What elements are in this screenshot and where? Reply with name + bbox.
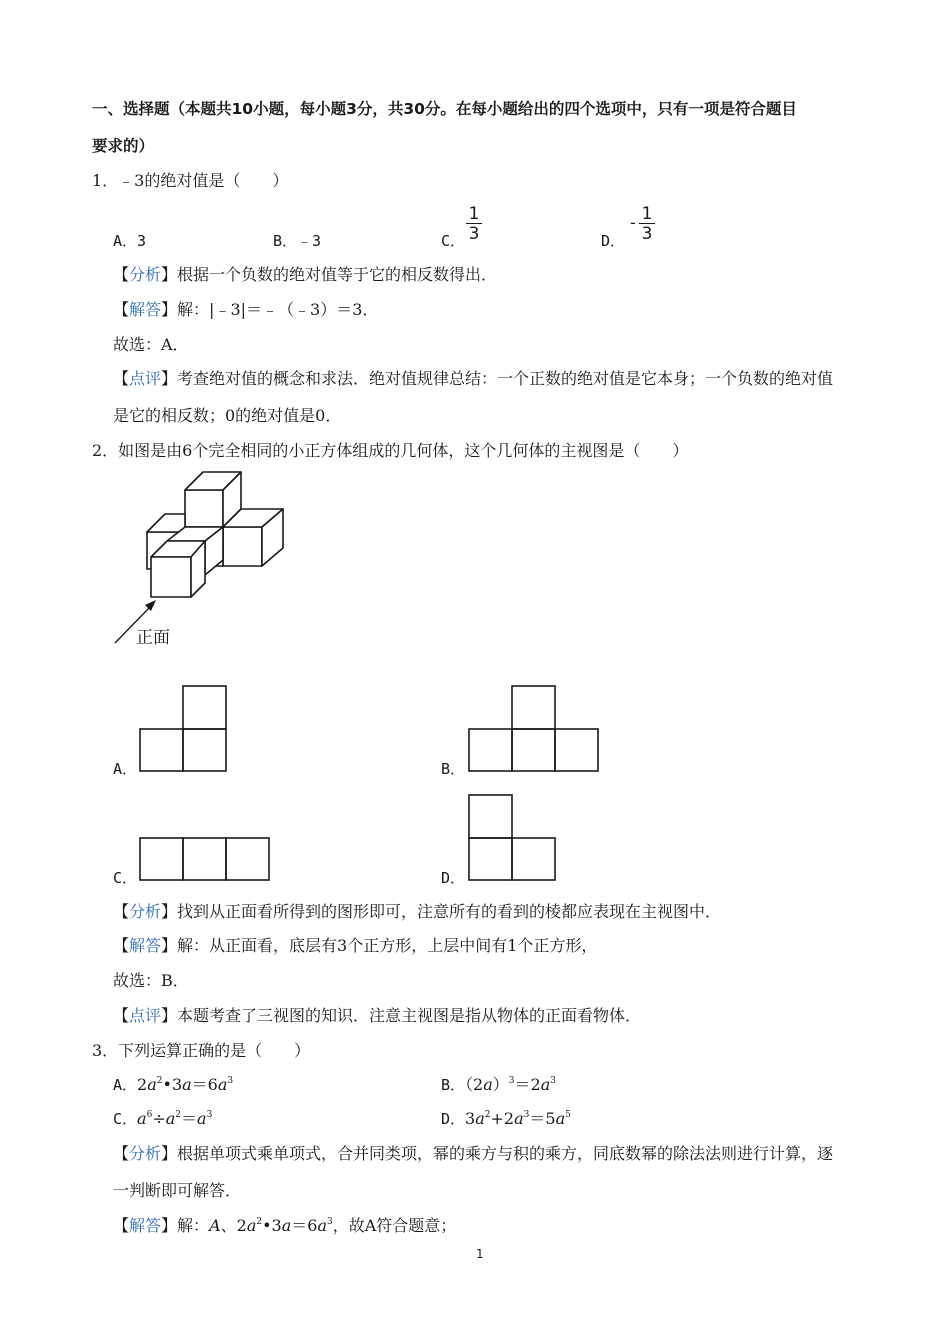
q3-option-a: A．$2a^2•3a=6a^3$ <box>113 1075 234 1094</box>
view-a-top <box>183 686 226 729</box>
view-c-center <box>183 838 226 880</box>
q1-answer-text: 解：|﹣3|＝﹣（﹣3）＝3． <box>177 300 379 319</box>
comment-tag: 【点评】 <box>113 1006 178 1025</box>
q2-option-c: C． <box>113 869 138 887</box>
q3-analysis <box>113 1143 833 1165</box>
analysis-tag: 【分析】 <box>113 265 178 284</box>
view-a-bottom-right <box>183 729 226 771</box>
q2-analysis <box>113 901 721 923</box>
view-a-bottom-left <box>140 729 183 771</box>
q1-option-c-numerator: 1 <box>468 204 480 224</box>
q2-front-label: 正面 <box>136 628 170 648</box>
view-b-top <box>512 686 555 729</box>
q2-option-b: B． <box>441 760 466 778</box>
q3-option-c: C．$a^6\div a^2=a^3$ <box>113 1109 213 1128</box>
page-number: 1 <box>476 1247 484 1261</box>
section-title-line2: 要求的） <box>92 137 155 155</box>
section-title-line1: 一、选择题（本题共10小题，每小题3分，共30分。在每小题给出的四个选项中，只有一项是符合题目 <box>92 100 797 118</box>
view-c-left <box>140 838 183 880</box>
q2-answer <box>113 935 597 957</box>
answer-tag: 【解答】 <box>113 1216 178 1235</box>
q3-stem: 3．下列运算正确的是（ ） <box>92 1041 311 1060</box>
q2-option-d: D． <box>441 869 466 887</box>
q1-option-d-denominator: 3 <box>639 223 655 243</box>
answer-tag: 【解答】 <box>113 936 178 955</box>
q1-option-d-label: D． <box>601 232 626 250</box>
q2-answer-text: 解：从正面看，底层有3个正方形，上层中间有1个正方形， <box>177 936 598 955</box>
q1-option-c-label: C． <box>441 232 466 250</box>
q2-comment-text: 本题考查了三视图的知识．注意主视图是指从物体的正面看物体． <box>177 1006 642 1025</box>
q3-option-b: B．$(2a)^3=2a^3$ <box>441 1075 556 1094</box>
q1-option-d-numerator: 1 <box>641 204 653 224</box>
view-b-bottom-right <box>555 729 598 771</box>
q1-comment-line2: 是它的相反数；0的绝对值是0． <box>113 406 342 425</box>
q3-option-d: D．$3a^2+2a^3=5a^5$ <box>441 1109 571 1128</box>
q1-analysis-text: 根据一个负数的绝对值等于它的相反数得出． <box>177 265 498 284</box>
analysis-tag: 【分析】 <box>113 902 178 921</box>
view-b-bottom-center <box>512 729 555 771</box>
q2-option-a: A． <box>113 760 138 778</box>
q1-choice: 故选：A． <box>113 335 189 354</box>
q2-stem: 2．如图是由6个完全相同的小正方体组成的几何体，这个几何体的主视图是（ ） <box>92 441 689 460</box>
view-d-bottom-left <box>469 838 512 880</box>
q1-option-a: A．3 <box>113 232 147 250</box>
view-d-top <box>469 795 512 838</box>
q1-comment-text: 考查绝对值的概念和求法．绝对值规律总结：一个正数的绝对值是它本身；一个负数的绝对值 <box>177 369 834 388</box>
q1-option-b: B．﹣3 <box>273 232 322 250</box>
answer-tag: 【解答】 <box>113 300 178 319</box>
q1-option-d-sign: - <box>630 213 636 232</box>
analysis-tag: 【分析】 <box>113 1144 178 1163</box>
q3-analysis-text: 根据单项式乘单项式，合并同类项，幂的乘方与积的乘方，同底数幂的除法法则进行计算，逐 <box>177 1144 834 1163</box>
view-b-bottom-left <box>469 729 512 771</box>
comment-tag: 【点评】 <box>113 369 178 388</box>
q3-answer: 【解答】解：A、$2a^2•3a=6a^3$，故A符合题意； <box>113 1216 457 1235</box>
view-d-bottom-right <box>512 838 555 880</box>
q2-choice: 故选：B． <box>113 971 189 990</box>
view-c-right <box>226 838 269 880</box>
q1-option-c-denominator: 3 <box>466 223 482 243</box>
q2-analysis-text: 找到从正面看所得到的图形即可，注意所有的看到的棱都应表现在主视图中． <box>177 902 722 921</box>
q1-stem: 1．﹣3的绝对值是（ ） <box>92 171 289 190</box>
q2-comment <box>113 1005 641 1027</box>
q3-analysis-line2: 一判断即可解答． <box>113 1181 242 1200</box>
